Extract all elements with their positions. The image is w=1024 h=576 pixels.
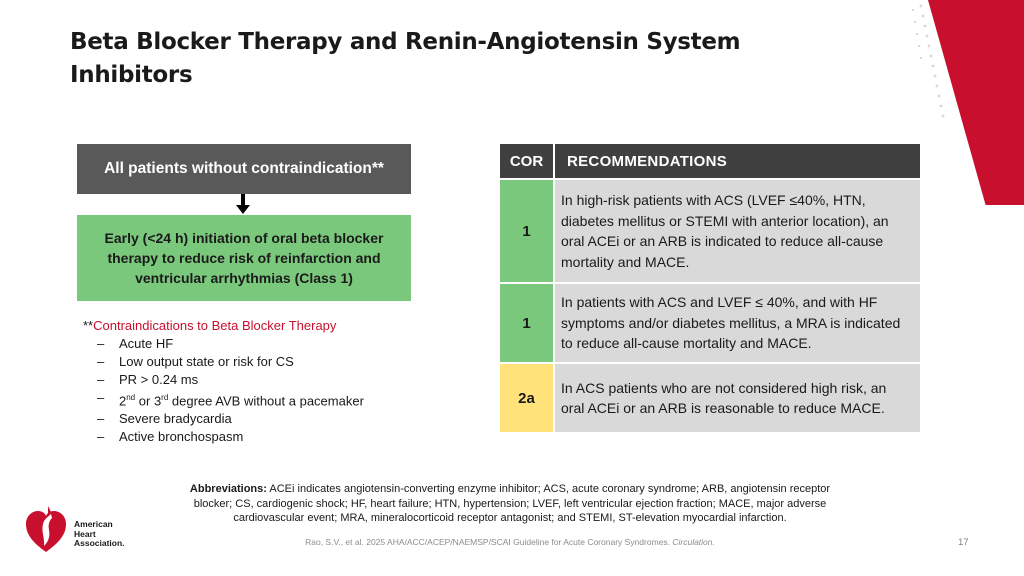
recommendations-header: RECOMMENDATIONS (555, 144, 920, 178)
cor-cell: 1 (500, 180, 553, 282)
list-item: – Acute HF (83, 335, 364, 353)
avb-rest: degree AVB without a pacemaker (168, 393, 364, 409)
cor-cell: 1 (500, 284, 553, 362)
all-patients-box: All patients without contraindication** (77, 144, 411, 194)
recommendation-cell: In patients with ACS and LVEF ≤ 40%, and with HF symptoms and/or diabetes mellitus, a MRA is indicated to reduce all-cause mortality and MACE. (555, 284, 920, 362)
cor-cell: 2a (500, 364, 553, 432)
citation-text: Rao, S.V., et al. 2025 AHA/ACC/ACEP/NAEMSP/SCAI Guideline for Acute Coronary Syndromes. (305, 537, 673, 547)
cor-header: COR (500, 144, 553, 178)
contraindications-heading-text: Contraindications to Beta Blocker Therapy (93, 318, 337, 333)
abbreviations-footnote (170, 482, 850, 526)
avb-n2: 3 (153, 393, 162, 409)
avb-or: or (135, 393, 154, 409)
list-item: – PR > 0.24 ms (83, 371, 364, 389)
list-item: – Low output state or risk for CS (83, 353, 364, 371)
citation (300, 537, 720, 547)
citation-journal: Circulation. (672, 537, 715, 547)
logo-line: American (74, 519, 113, 529)
logo-line: Association. (74, 538, 125, 548)
avb-n1: 2 (119, 393, 127, 409)
contraindications-list (83, 317, 364, 446)
abbreviations-label: Abbreviations: (189, 483, 267, 495)
page-number: 17 (958, 537, 969, 548)
down-arrow-icon (236, 205, 250, 214)
beta-blocker-recommendation-box: Early (<24 h) initiation of oral beta blocker therapy to reduce risk of reinfarction and ventricular arrhythmias (Class 1) (77, 215, 411, 301)
aha-logo-text (74, 520, 125, 549)
contraindications-heading (83, 317, 364, 335)
recommendation-cell: In ACS patients who are not considered high risk, an oral ACEi or an ARB is reasonable to reduce MACE. (555, 364, 920, 432)
logo-line: Heart (74, 528, 96, 539)
recommendation-cell: In high-risk patients with ACS (LVEF ≤40%, HTN, diabetes mellitus or STEMI with anterior location), an oral ACEi or an ARB is indicated to reduce all-cause mortality and MACE. (555, 180, 920, 282)
footnote-marker: ** (83, 318, 94, 333)
avb-s2: rd (161, 393, 169, 402)
list-item-avb (83, 389, 364, 410)
list-item: – Active bronchospasm (83, 428, 364, 446)
slide-title: Beta Blocker Therapy and Renin-Angiotensin System Inhibitors (70, 29, 741, 88)
abbreviations-text: ACEi indicates angiotensin-converting enzyme inhibitor; ACS, acute coronary syndrome; ARB, angiotensin receptor blocker; CS, cardiogenic shock; HF, heart failure; HTN, hypertension; LVEF, left ventricular ejection fraction; MACE, major adverse cardiovascular event; MRA, mineralocorticoid receptor antagonist; and STEMI, ST-elevation myocardial infarction. (193, 483, 831, 524)
list-item: – Severe bradycardia (83, 410, 364, 428)
avb-s1: nd (126, 393, 136, 402)
